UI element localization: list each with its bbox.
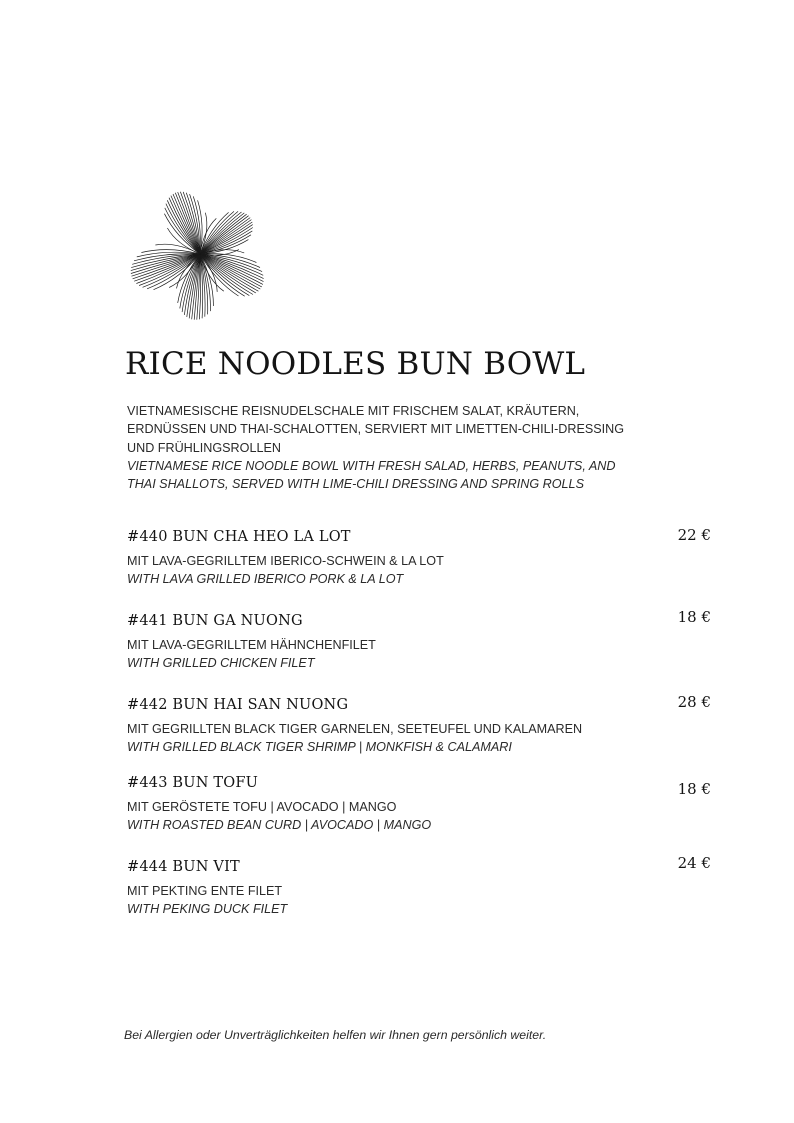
menu-item-443 (127, 775, 711, 835)
intro-de-line: UND FRÜHLINGSROLLEN (127, 440, 281, 455)
intro-de-line: ERDNÜSSEN UND THAI-SCHALOTTEN, SERVIERT MIT LIMETTEN-CHILI-DRESSING (127, 422, 625, 437)
menu-item-442 (127, 693, 711, 757)
menu-item-price: 22 € (677, 526, 711, 544)
menu-item-description-de: MIT LAVA-GEGRILLTEM HÄHNCHENFILET (127, 638, 376, 652)
menu-item-name: #442 BUN HAI SAN NUONG (127, 697, 349, 713)
flower-icon (120, 184, 276, 334)
menu-item-description-de: MIT GEGRILLTEN BLACK TIGER GARNELEN, SEETEUFEL UND KALAMAREN (127, 722, 583, 736)
menu-item-description-en: WITH GRILLED CHICKEN FILET (127, 656, 315, 671)
menu-item-price: 18 € (677, 780, 711, 798)
menu-item-description-de: MIT LAVA-GEGRILLTEM IBERICO-SCHWEIN & LA LOT (127, 554, 444, 568)
menu-item-price: 18 € (677, 608, 711, 626)
menu-item-description-en: WITH PEKING DUCK FILET (127, 902, 288, 917)
page-title: RICE NOODLES BUN BOWL (125, 346, 586, 382)
menu-item-description-de: MIT PEKTING ENTE FILET (127, 884, 283, 898)
menu-item-name: #444 BUN VIT (127, 859, 240, 875)
intro-en-line: VIETNAMESE RICE NOODLE BOWL WITH FRESH SALAD, HERBS, PEANUTS, AND (127, 458, 616, 473)
intro-de-line: VIETNAMESISCHE REISNUDELSCHALE MIT FRISCHEM SALAT, KRÄUTERN, (127, 404, 580, 418)
menu-item-name: #443 BUN TOFU (127, 775, 259, 791)
intro-description (127, 402, 667, 493)
menu-item-441 (127, 608, 711, 673)
menu-item-price: 24 € (677, 854, 711, 872)
menu-item-description-en: WITH ROASTED BEAN CURD | AVOCADO | MANGO (127, 818, 432, 833)
allergy-note: Bei Allergien oder Unverträglichkeiten helfen wir Ihnen gern persönlich weiter. (124, 1028, 547, 1042)
flower-petal-line (200, 254, 260, 289)
menu-item-440 (127, 526, 711, 589)
menu-item-name: #440 BUN CHA HEO LA LOT (127, 529, 351, 545)
intro-en-line: THAI SHALLOTS, SERVED WITH LIME-CHILI DRESSING AND SPRING ROLLS (127, 477, 584, 492)
flower-petal-line (133, 254, 200, 279)
menu-item-price: 28 € (677, 693, 711, 711)
menu-item-description-de: MIT GERÖSTETE TOFU | AVOCADO | MANGO (127, 800, 397, 814)
menu-item-444 (127, 854, 711, 919)
flower-petal-line (200, 254, 263, 284)
flower-petal-line (200, 220, 251, 254)
menu-item-description-en: WITH GRILLED BLACK TIGER SHRIMP | MONKFISH & CALAMARI (127, 740, 512, 755)
menu-item-description-en: WITH LAVA GRILLED IBERICO PORK & LA LOT (127, 572, 404, 587)
menu-item-name: #441 BUN GA NUONG (127, 613, 303, 629)
